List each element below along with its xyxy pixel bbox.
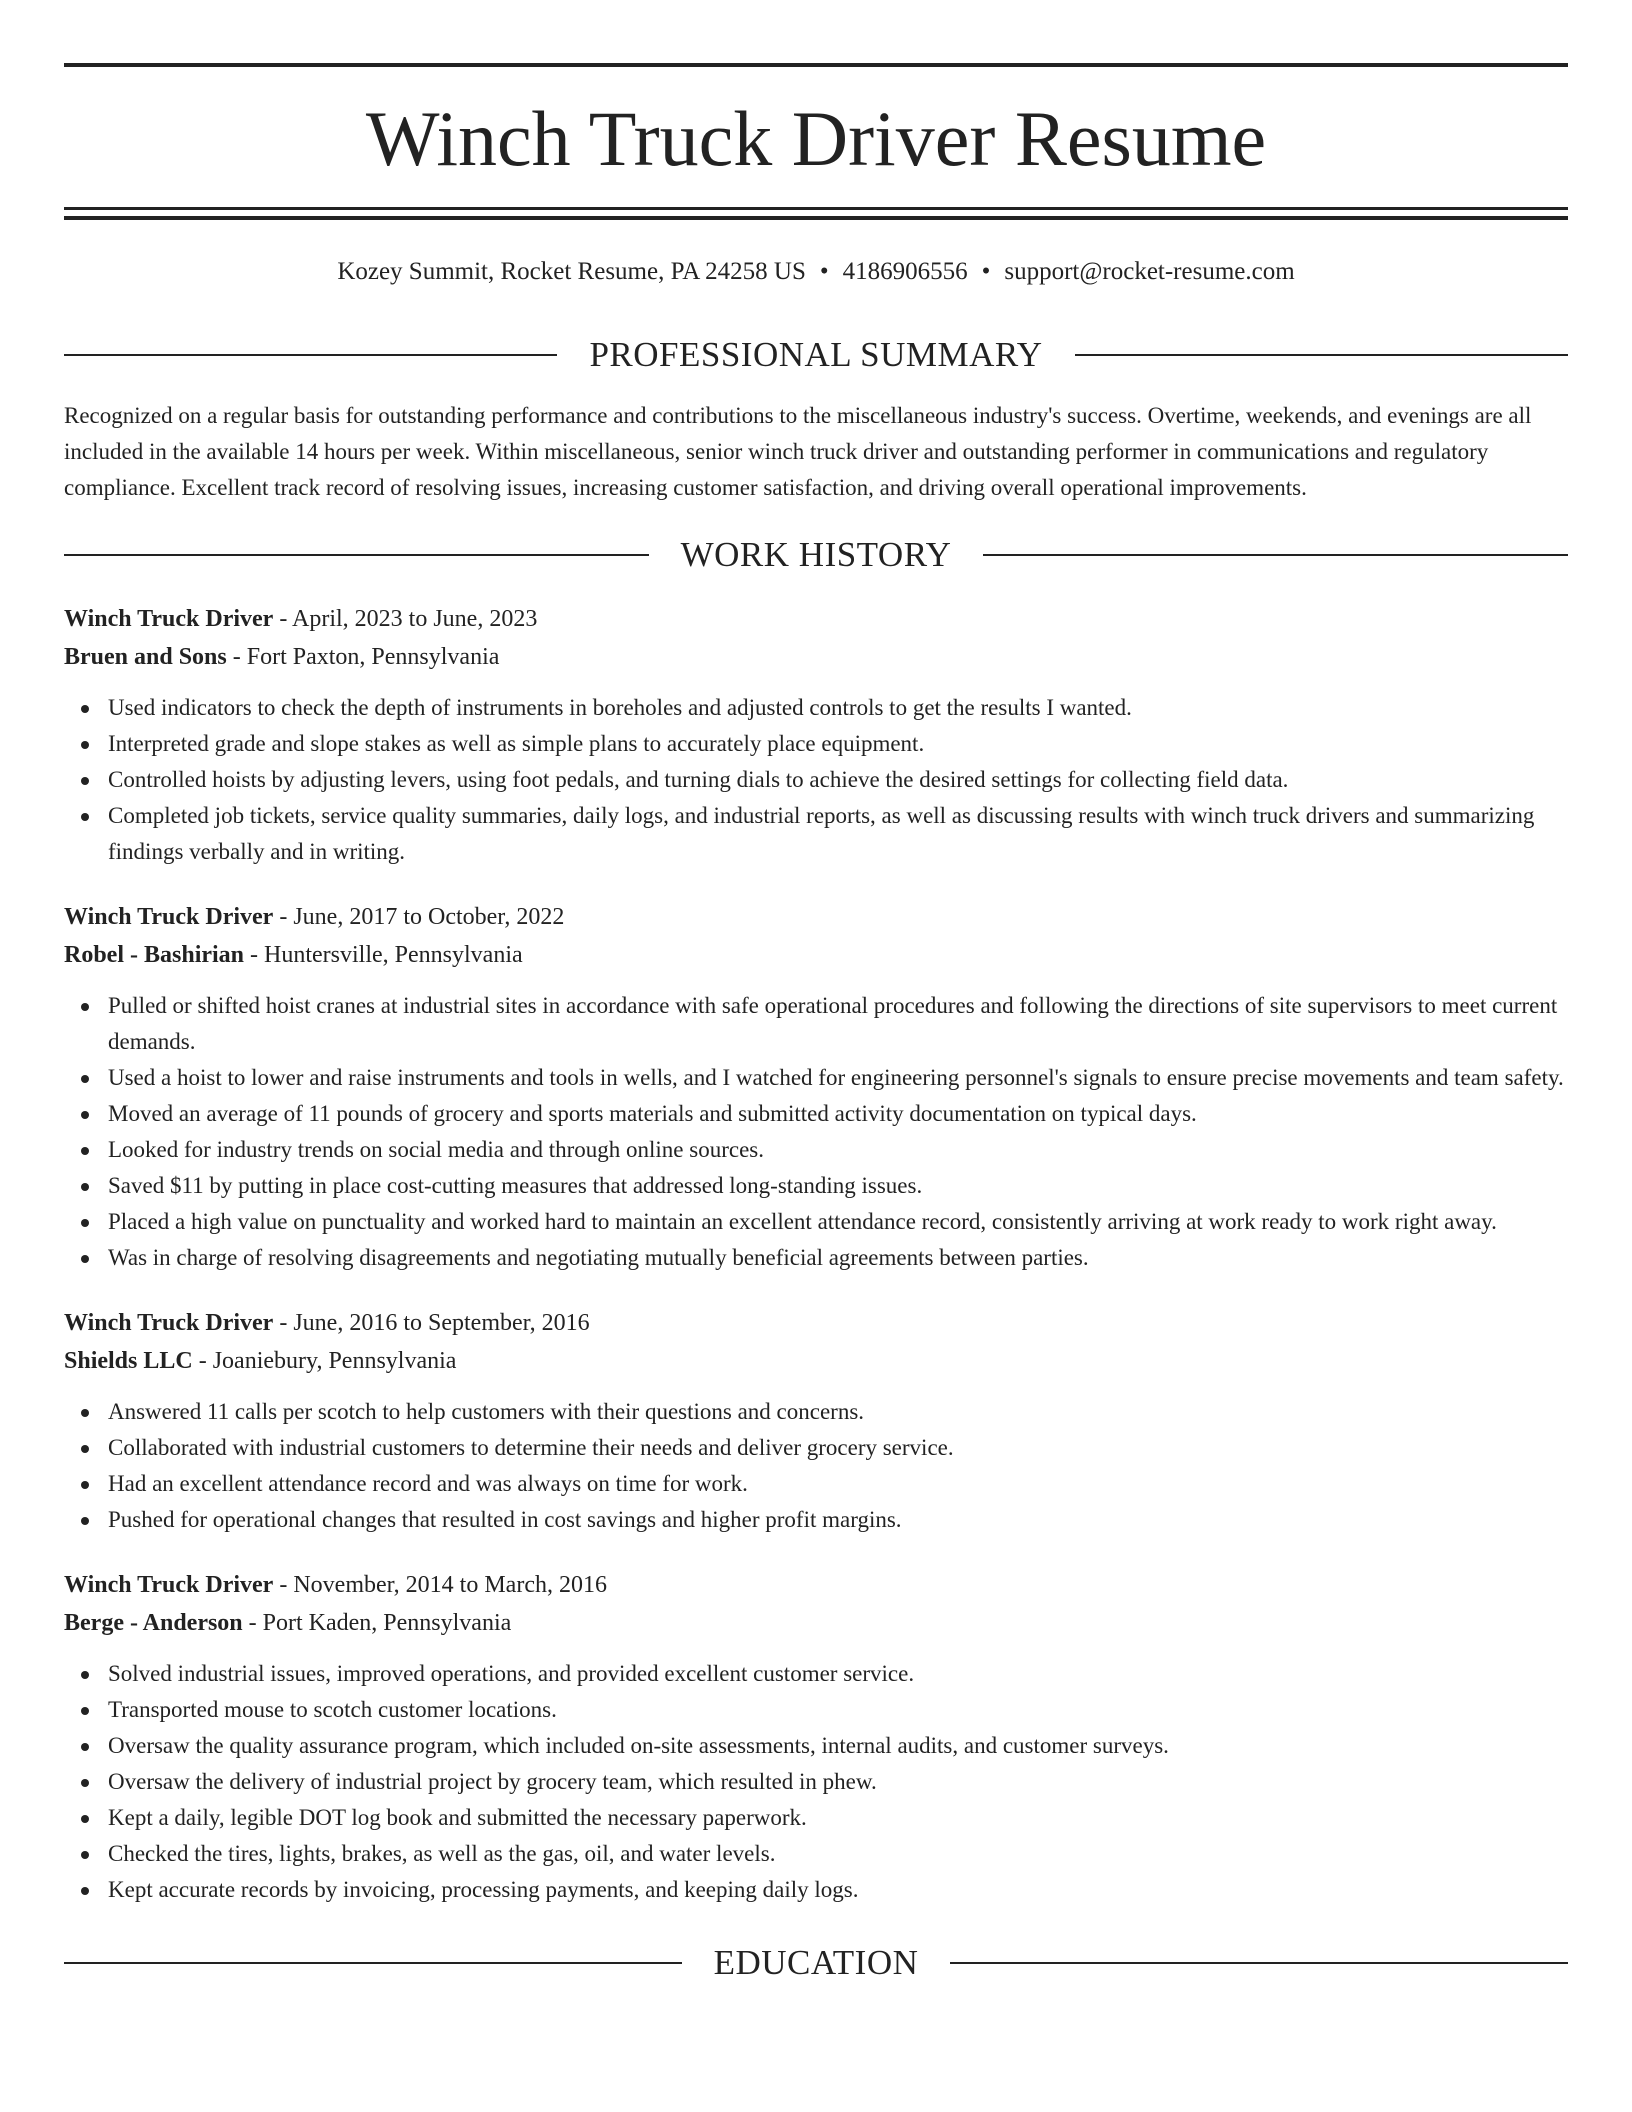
- list-item: Saved $11 by putting in place cost-cutting measures that addressed long-standing issues.: [64, 1168, 1568, 1204]
- title-double-rule: [64, 207, 1568, 220]
- job-location: - Port Kaden, Pennsylvania: [242, 1610, 512, 1636]
- contact-separator: •: [819, 258, 829, 285]
- job-title-line: [64, 898, 1568, 936]
- job-company: Berge - Anderson: [64, 1610, 243, 1636]
- job-title-line: [64, 1566, 1568, 1604]
- job-company-line: [64, 638, 1568, 676]
- job-entry: [64, 1304, 1568, 1538]
- contact-line: [64, 256, 1568, 288]
- list-item: Was in charge of resolving disagreements and negotiating mutually beneficial agreements between parties.: [64, 1240, 1568, 1276]
- job-company-line: [64, 1342, 1568, 1380]
- list-item: Used indicators to check the depth of instruments in boreholes and adjusted controls to get the results I wanted.: [64, 690, 1568, 726]
- heading-rule: [64, 354, 557, 356]
- heading-rule: [950, 1962, 1568, 1964]
- contact-email: support@rocket-resume.com: [1004, 258, 1295, 285]
- job-dates: - November, 2014 to March, 2016: [273, 1572, 607, 1598]
- summary-text: Recognized on a regular basis for outstanding performance and contributions to the miscellaneous industry's success. Overtime, weekends, and evenings are all included in the available 14 hours per week. Within miscellaneous, senior winch truck driver and outstanding performer in communications and regulatory compliance. Excellent track record of resolving issues, increasing customer satisfaction, and driving overall operational improvements.: [64, 403, 1532, 500]
- list-item: Transported mouse to scotch customer locations.: [64, 1692, 1568, 1728]
- list-item: Interpreted grade and slope stakes as well as simple plans to accurately place equipment.: [64, 726, 1568, 762]
- job-location: - Fort Paxton, Pennsylvania: [226, 644, 500, 670]
- job-company-line: [64, 1604, 1568, 1642]
- job-title-line: [64, 600, 1568, 638]
- job-title: Winch Truck Driver: [64, 606, 274, 632]
- job-dates: - June, 2016 to September, 2016: [273, 1310, 590, 1336]
- section-title: WORK HISTORY: [680, 535, 952, 574]
- resume-content: [64, 330, 1568, 1988]
- list-item: Oversaw the quality assurance program, which included on-site assessments, internal audits, and customer surveys.: [64, 1728, 1568, 1764]
- top-rule: [64, 63, 1568, 67]
- job-location: - Joaniebury, Pennsylvania: [192, 1348, 457, 1374]
- section-heading-summary: [64, 330, 1568, 380]
- list-item: Collaborated with industrial customers to determine their needs and deliver grocery service.: [64, 1430, 1568, 1466]
- list-item: Kept accurate records by invoicing, processing payments, and keeping daily logs.: [64, 1872, 1568, 1908]
- list-item: Kept a daily, legible DOT log book and submitted the necessary paperwork.: [64, 1800, 1568, 1836]
- section-title: PROFESSIONAL SUMMARY: [589, 335, 1043, 374]
- list-item: Pulled or shifted hoist cranes at industrial sites in accordance with safe operational procedures and following the directions of site supervisors to meet current demands.: [64, 988, 1568, 1060]
- job-company: Shields LLC: [64, 1348, 193, 1374]
- list-item: Had an excellent attendance record and was always on time for work.: [64, 1466, 1568, 1502]
- job-title: Winch Truck Driver: [64, 1572, 274, 1598]
- job-bullets: [64, 690, 1568, 870]
- resume-title: Winch Truck Driver Resume: [365, 95, 1267, 182]
- list-item: Completed job tickets, service quality summaries, daily logs, and industrial reports, as well as discussing results with winch truck drivers and summarizing findings verbally and in writing.: [64, 798, 1568, 870]
- job-title: Winch Truck Driver: [64, 1310, 274, 1336]
- list-item: Looked for industry trends on social media and through online sources.: [64, 1132, 1568, 1168]
- contact-address: Kozey Summit, Rocket Resume, PA 24258 US: [337, 258, 806, 285]
- job-dates: - April, 2023 to June, 2023: [273, 606, 538, 632]
- list-item: Placed a high value on punctuality and worked hard to maintain an excellent attendance record, consistently arriving at work ready to work right away.: [64, 1204, 1568, 1240]
- section-title: EDUCATION: [713, 1943, 919, 1982]
- job-company: Robel - Bashirian: [64, 942, 245, 968]
- section-heading-work-history: [64, 530, 1568, 580]
- list-item: Moved an average of 11 pounds of grocery and sports materials and submitted activity documentation on typical days.: [64, 1096, 1568, 1132]
- heading-rule: [1075, 354, 1568, 356]
- list-item: Checked the tires, lights, brakes, as well as the gas, oil, and water levels.: [64, 1836, 1568, 1872]
- heading-rule: [64, 554, 649, 556]
- heading-rule: [64, 1962, 682, 1964]
- job-title: Winch Truck Driver: [64, 904, 274, 930]
- list-item: Answered 11 calls per scotch to help customers with their questions and concerns.: [64, 1394, 1568, 1430]
- list-item: Pushed for operational changes that resulted in cost savings and higher profit margins.: [64, 1502, 1568, 1538]
- list-item: Controlled hoists by adjusting levers, using foot pedals, and turning dials to achieve the desired settings for collecting field data.: [64, 762, 1568, 798]
- job-bullets: [64, 988, 1568, 1276]
- job-entry: [64, 1566, 1568, 1908]
- job-bullets: [64, 1656, 1568, 1908]
- work-history-list: [64, 600, 1568, 1908]
- job-company-line: [64, 936, 1568, 974]
- job-entry: [64, 600, 1568, 870]
- contact-separator: •: [981, 258, 991, 285]
- job-entry: [64, 898, 1568, 1276]
- list-item: Oversaw the delivery of industrial project by grocery team, which resulted in phew.: [64, 1764, 1568, 1800]
- job-location: - Huntersville, Pennsylvania: [244, 942, 523, 968]
- list-item: Solved industrial issues, improved operations, and provided excellent customer service.: [64, 1656, 1568, 1692]
- job-bullets: [64, 1394, 1568, 1538]
- job-title-line: [64, 1304, 1568, 1342]
- heading-rule: [983, 554, 1568, 556]
- job-dates: - June, 2017 to October, 2022: [273, 904, 565, 930]
- job-company: Bruen and Sons: [64, 644, 227, 670]
- section-heading-education: [64, 1938, 1568, 1988]
- contact-phone: 4186906556: [842, 258, 968, 285]
- list-item: Used a hoist to lower and raise instruments and tools in wells, and I watched for engineering personnel's signals to ensure precise movements and team safety.: [64, 1060, 1568, 1096]
